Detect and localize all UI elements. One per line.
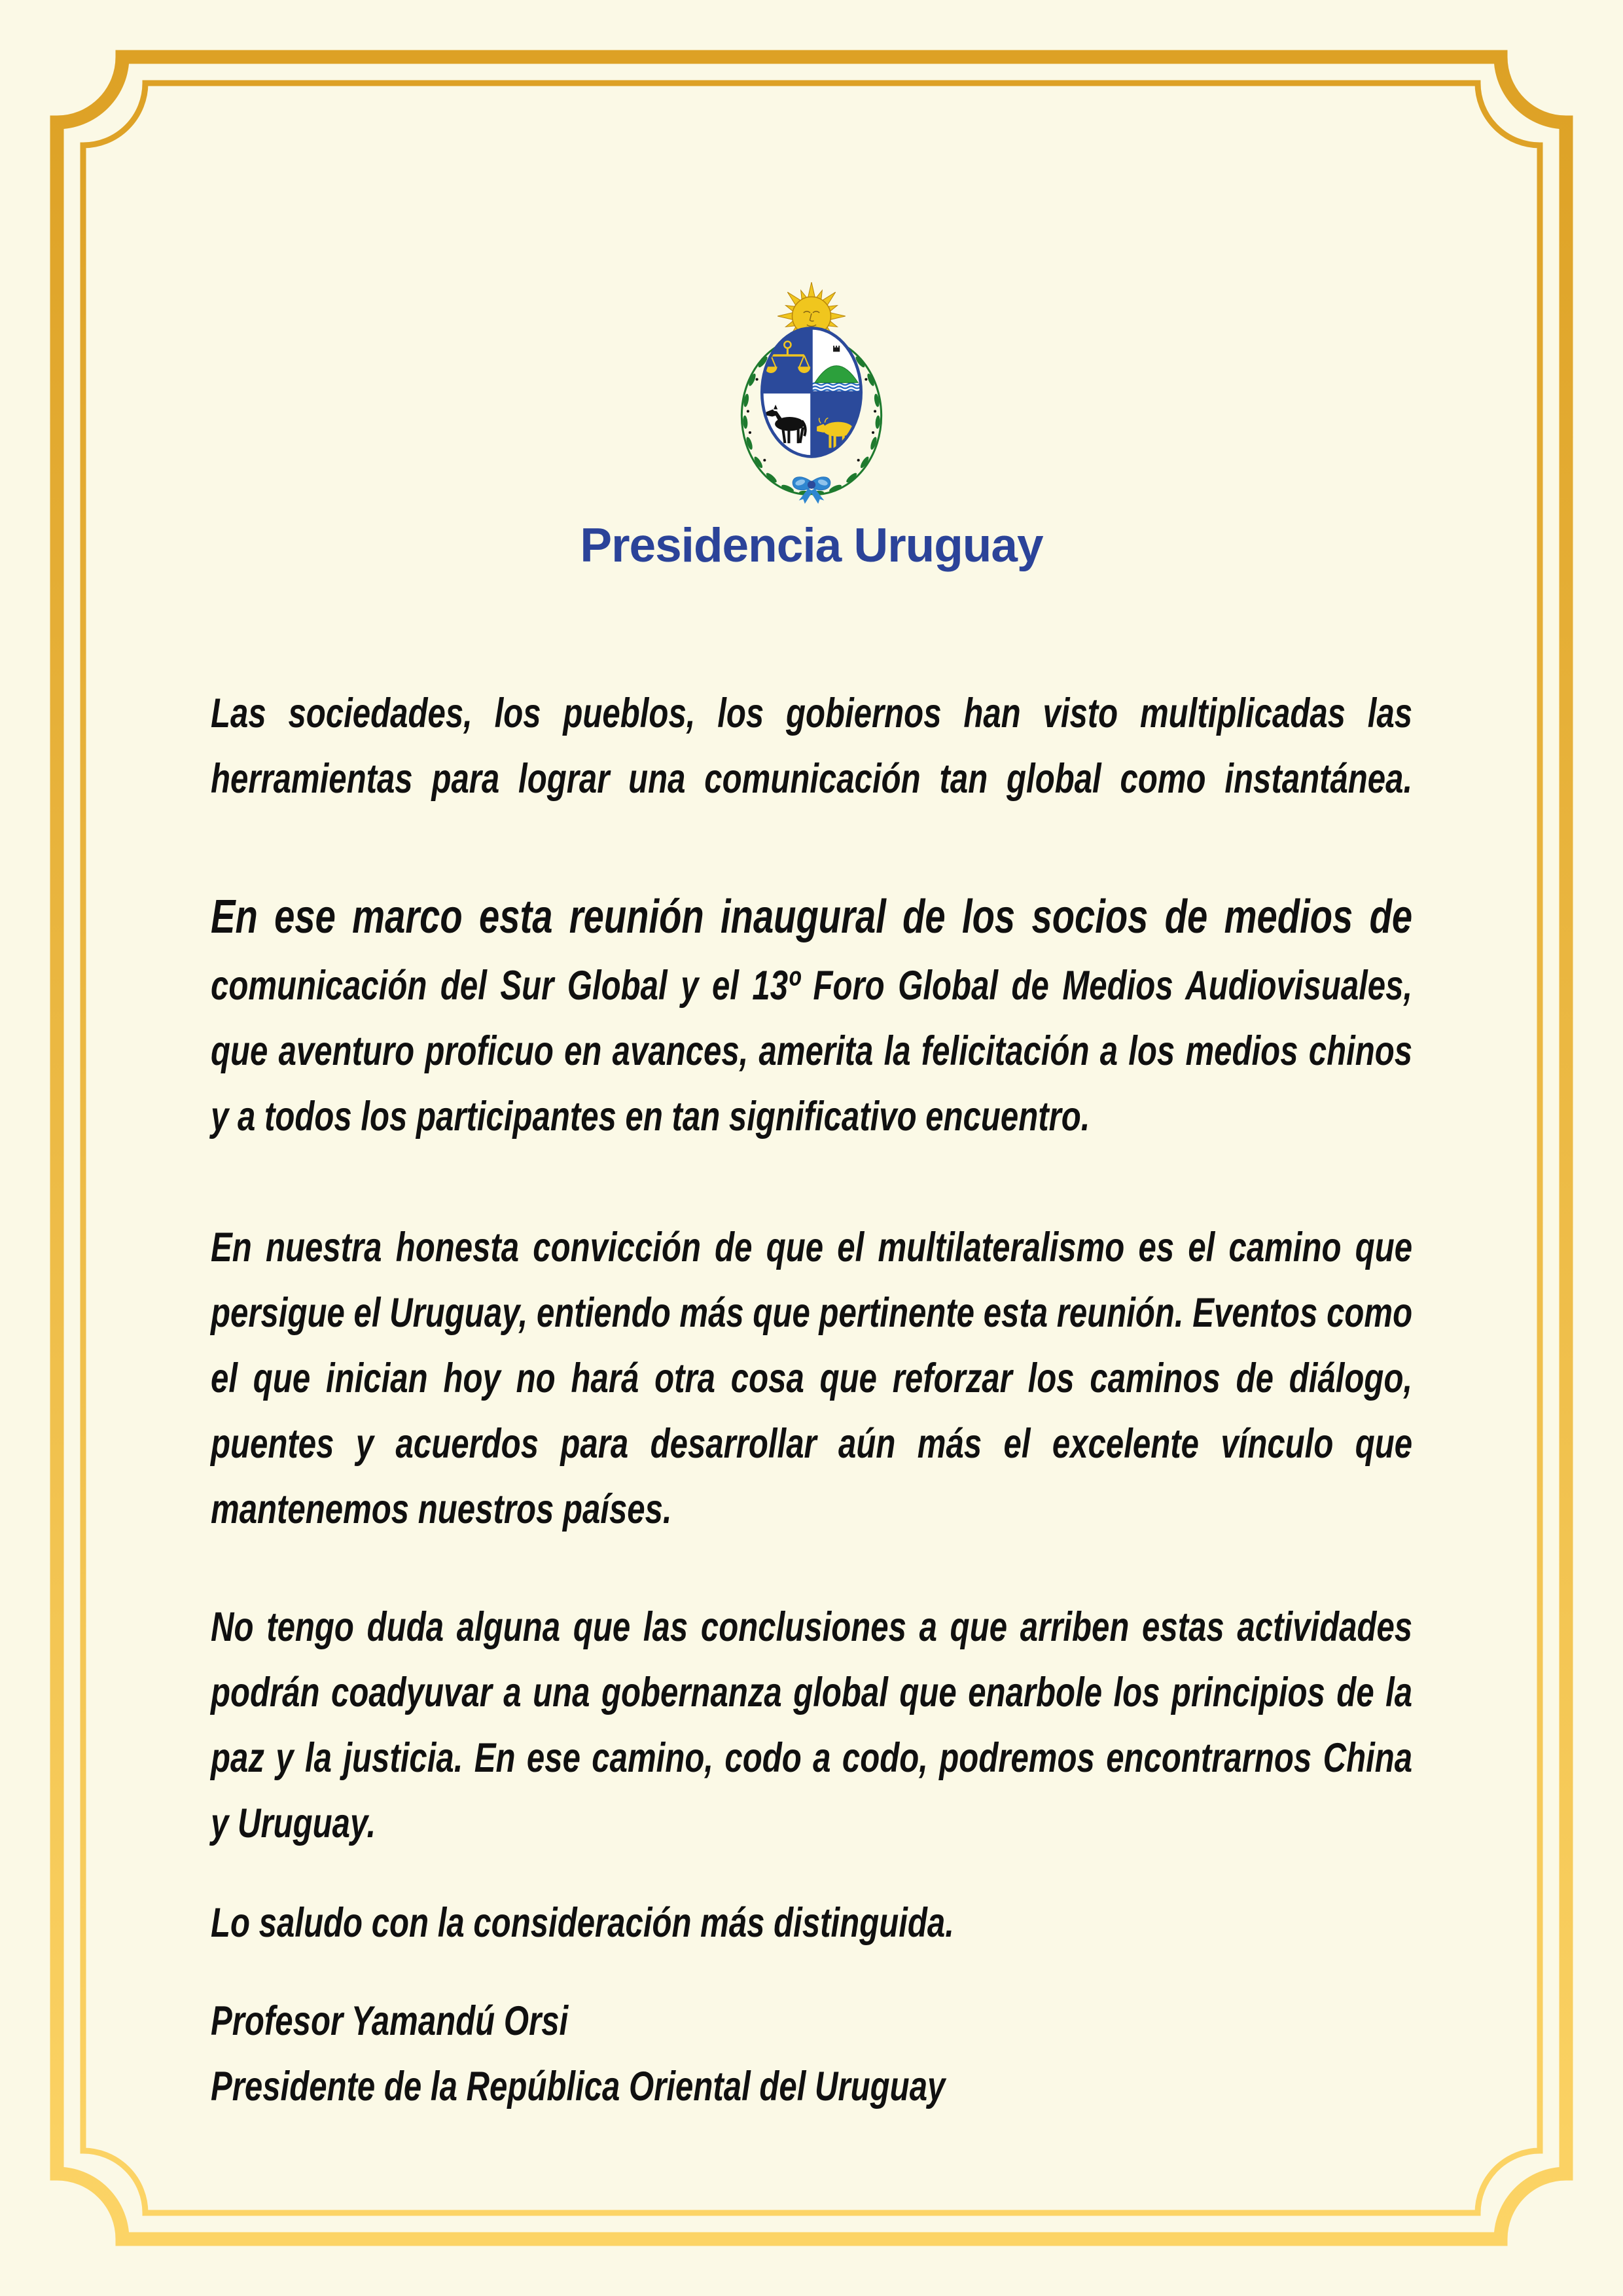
signature-name: Profesor Yamandú Orsi xyxy=(211,1998,569,2044)
closing-line: Lo saludo con la consideración más distinguida. xyxy=(211,1900,954,1946)
letter-line: En ese marco esta reunión inaugural de los socios de medios de xyxy=(211,891,1413,943)
letter-line: persigue el Uruguay, entiendo más que pertinente esta reunión. Eventos como xyxy=(211,1290,1413,1336)
letter-line: mantenemos nuestros países. xyxy=(211,1486,672,1532)
letter-line: No tengo duda alguna que las conclusiones a que arriben estas actividades xyxy=(211,1604,1413,1650)
letter-line: que aventuro proficuo en avances, amerita la felicitación a los medios chinos xyxy=(211,1028,1413,1074)
letter-line: el que inician hoy no hará otra cosa que reforzar los caminos de diálogo, xyxy=(211,1355,1413,1401)
letter-line: comunicación del Sur Global y el 13º Foro Global de Medios Audiovisuales, xyxy=(211,963,1413,1009)
paragraph-4 xyxy=(211,1594,1412,1856)
letter-body xyxy=(211,681,1412,2119)
paragraph-3 xyxy=(211,1215,1412,1542)
signature-title: Presidente de la República Oriental del Uruguay xyxy=(211,2064,946,2109)
letter-line: paz y la justicia. En ese camino, codo a codo, podremos encontrarnos China xyxy=(211,1735,1413,1781)
signature-block xyxy=(211,1988,1412,2119)
letter-line: y a todos los participantes en tan significativo encuentro. xyxy=(211,1094,1090,1139)
paragraph-1 xyxy=(211,681,1412,812)
paragraph-2 xyxy=(211,881,1412,1149)
letter-line: herramientas para lograr una comunicación tan global como instantánea. xyxy=(211,756,1413,802)
letter-line: puentes y acuerdos para desarrollar aún más el excelente vínculo que xyxy=(211,1421,1413,1467)
letter-line: Las sociedades, los pueblos, los gobiernos han visto multiplicadas las xyxy=(211,691,1413,736)
closing-paragraph xyxy=(211,1890,1412,1956)
presidencia-wordmark: Presidencia Uruguay xyxy=(580,519,1043,572)
letter-line: En nuestra honesta convicción de que el multilateralismo es el camino que xyxy=(211,1225,1413,1270)
ribbon-bow-icon xyxy=(793,477,830,504)
presidencia-logo xyxy=(0,279,1623,573)
uruguay-coat-of-arms xyxy=(732,279,891,512)
letter-line: podrán coadyuvar a una gobernanza global que enarbole los principios de la xyxy=(211,1670,1413,1715)
shield-icon xyxy=(762,328,861,456)
letter-line: y Uruguay. xyxy=(211,1801,376,1846)
